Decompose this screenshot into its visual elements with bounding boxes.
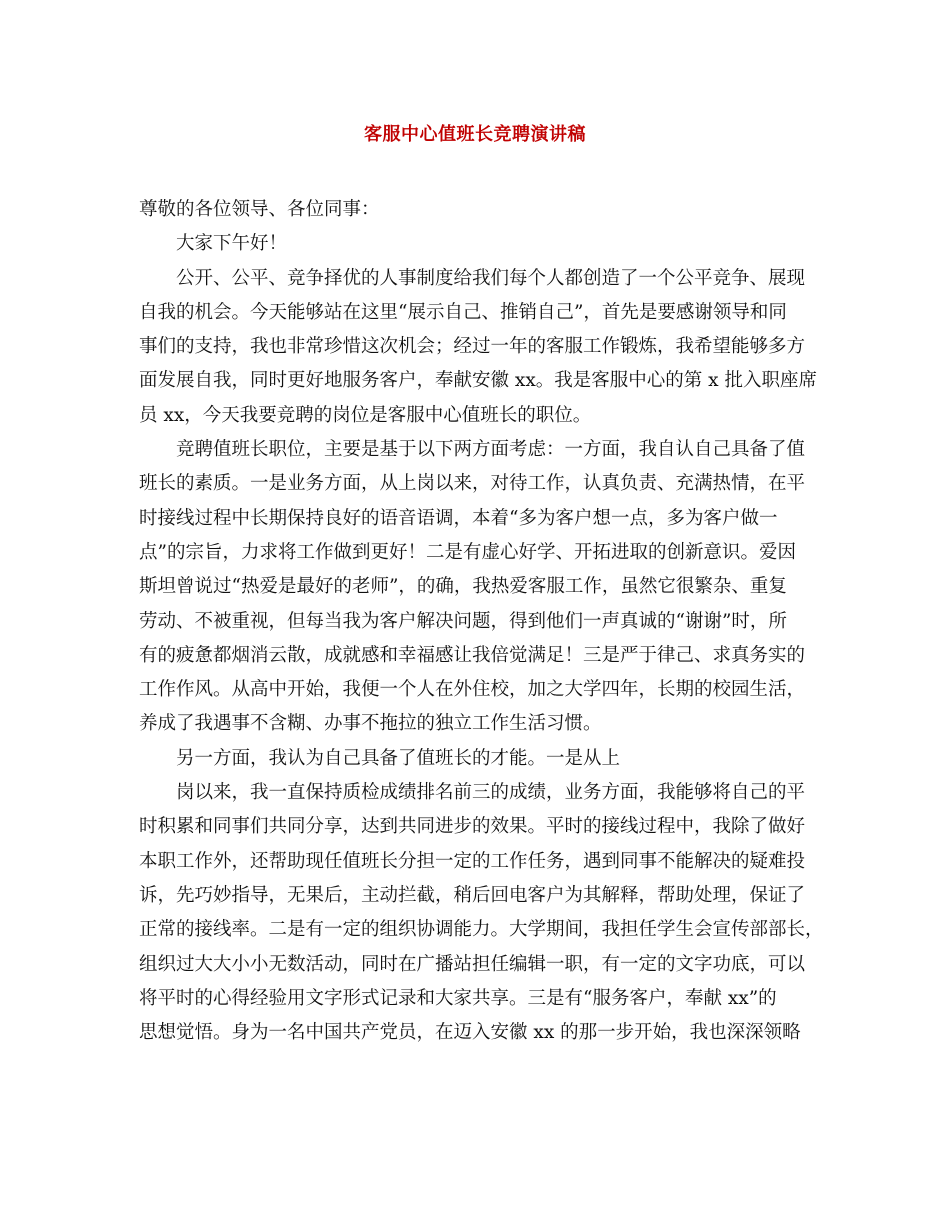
paragraph-line: 养成了我遇事不含糊、办事不拖拉的独立工作生活习惯。 bbox=[139, 713, 602, 735]
paragraph-line: 事们的支持，我也非常珍惜这次机会；经过一年的客服工作锻炼，我希望能够多方 bbox=[139, 336, 806, 358]
paragraph-line: 有的疲惫都烟消云散，成就感和幸福感让我倍觉满足！三是严于律己、求真务实的 bbox=[139, 644, 806, 666]
paragraph-line: 思想觉悟。身为一名中国共产党员，在迈入安徽 xx 的那一步开始，我也深深领略 bbox=[139, 1022, 801, 1044]
paragraph-line: 将平时的心得经验用文字形式记录和大家共享。三是有“服务客户，奉献 xx”的 bbox=[139, 987, 777, 1009]
paragraph-line: 岗以来，我一直保持质检成绩排名前三的成绩，业务方面，我能够将自己的平 bbox=[176, 782, 806, 804]
paragraph-line: 另一方面，我认为自己具备了值班长的才能。一是从上 bbox=[176, 747, 621, 769]
salutation-line: 尊敬的各位领导、各位同事： bbox=[139, 199, 380, 220]
paragraph-line: 劳动、不被重视，但每当我为客户解决问题，得到他们一声真诚的“谢谢”时，所 bbox=[139, 610, 787, 632]
paragraph-line: 班长的素质。一是业务方面，从上岗以来，对待工作，认真负责、充满热情，在平 bbox=[139, 473, 806, 495]
paragraph-line: 斯坦曾说过“热爱是最好的老师”，的确，我热爱客服工作，虽然它很繁杂、重复 bbox=[139, 576, 787, 598]
paragraph-line: 面发展自我，同时更好地服务客户，奉献安徽 xx。我是客服中心的第 x 批入职座席 bbox=[139, 370, 817, 392]
paragraph-line: 公开、公平、竞争择优的人事制度给我们每个人都创造了一个公平竞争、展现 bbox=[176, 267, 806, 289]
paragraph-line: 时接线过程中长期保持良好的语音语调，本着“多为客户想一点，多为客户做一 bbox=[139, 507, 778, 529]
paragraph-line: 点”的宗旨，力求将工作做到更好！二是有虚心好学、开拓进取的创新意识。爱因 bbox=[139, 541, 796, 563]
document-body bbox=[139, 193, 829, 1050]
greeting-line: 大家下午好！ bbox=[176, 233, 288, 255]
document-title: 客服中心值班长竞聘演讲稿 bbox=[364, 124, 586, 145]
paragraph-line: 时积累和同事们共同分享，达到共同进步的效果。平时的接线过程中，我除了做好 bbox=[139, 816, 806, 838]
paragraph-line: 诉，先巧妙指导，无果后，主动拦截，稍后回电客户为其解释，帮助处理，保证了 bbox=[139, 884, 806, 906]
paragraph-line: 员 xx，今天我要竞聘的岗位是客服中心值班长的职位。 bbox=[139, 404, 592, 426]
paragraph-line: 自我的机会。今天能够站在这里“展示自己、推销自己”，首先是要感谢领导和同 bbox=[139, 301, 787, 323]
paragraph-line: 本职工作外，还帮助现任值班长分担一定的工作任务，遇到同事不能解决的疑难投 bbox=[139, 850, 806, 872]
paragraph-line: 正常的接线率。二是有一定的组织协调能力。大学期间，我担任学生会宣传部部长， bbox=[139, 919, 824, 941]
paragraph-line: 竞聘值班长职位，主要是基于以下两方面考虑：一方面，我自认自己具备了值 bbox=[176, 439, 806, 461]
paragraph-line: 工作作风。从高中开始，我便一个人在外住校，加之大学四年，长期的校园生活， bbox=[139, 679, 806, 701]
paragraph-line: 组织过大大小小无数活动，同时在广播站担任编辑一职，有一定的文字功底，可以 bbox=[139, 953, 806, 975]
